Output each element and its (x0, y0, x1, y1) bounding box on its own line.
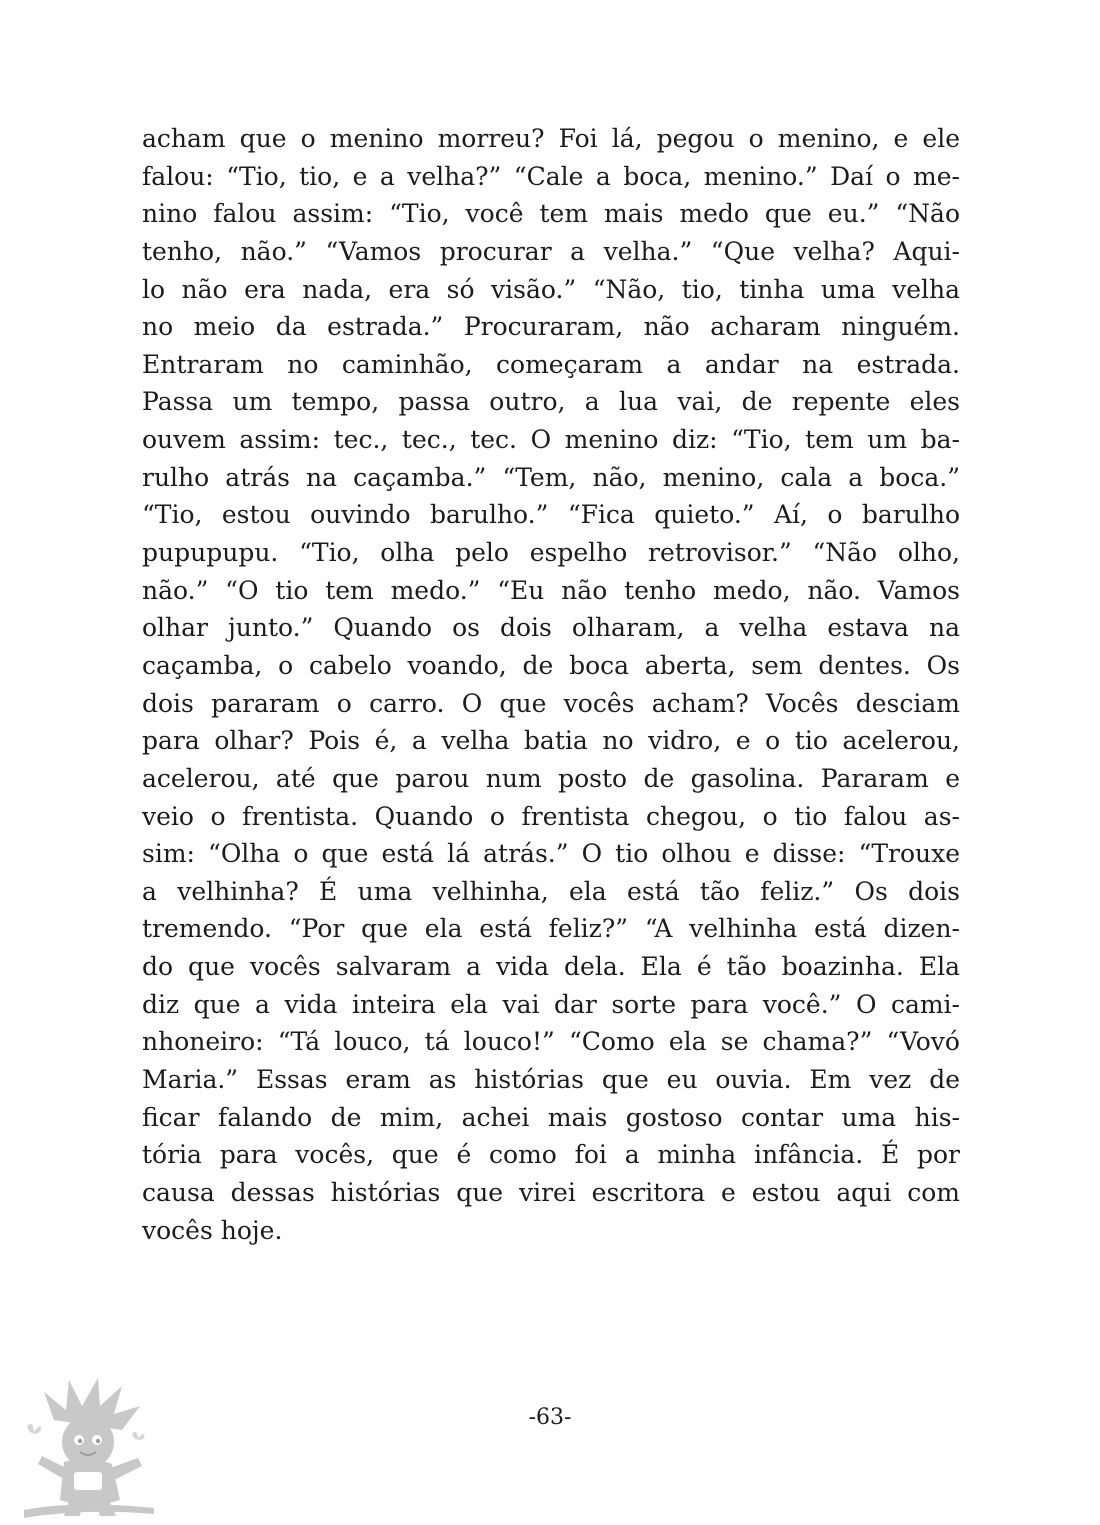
text-line: rulho atrás na caçamba.” “Tem, não, menino, cala a boca.” (142, 462, 960, 492)
text-line: tória para vocês, que é como foi a minha infância. É por (142, 1140, 960, 1170)
page-number: -63- (528, 1405, 572, 1430)
text-line: “Tio, estou ouvindo barulho.” “Fica quieto.” Aí, o barulho (142, 500, 960, 530)
text-line: no meio da estrada.” Procuraram, não acharam ninguém. (142, 312, 960, 342)
text-line: ficar falando de mim, achei mais gostoso contar uma his- (142, 1102, 960, 1132)
text-line: nino falou assim: “Tio, você tem mais medo que eu.” “Não (142, 199, 960, 229)
text-line: Passa um tempo, passa outro, a lua vai, de repente eles (142, 387, 960, 417)
text-line: ouvem assim: tec., tec., tec. O menino diz: “Tio, tem um ba- (142, 425, 960, 455)
body-text (142, 120, 960, 1249)
text-line: do que vocês salvaram a vida dela. Ela é tão boazinha. Ela (142, 952, 960, 982)
text-line: a velhinha? É uma velhinha, ela está tão feliz.” Os dois (142, 876, 960, 906)
text-line: lo não era nada, era só visão.” “Não, tio, tinha uma velha (142, 274, 960, 304)
text-line: acham que o menino morreu? Foi lá, pegou o menino, e ele (142, 124, 960, 153)
text-line: caçamba, o cabelo voando, de boca aberta, sem dentes. Os (142, 650, 960, 680)
text-line: diz que a vida inteira ela vai dar sorte para você.” O cami- (142, 989, 960, 1019)
text-line: Entraram no caminhão, começaram a andar na estrada. (142, 349, 960, 379)
cartoon-character-watermark-icon (14, 1372, 164, 1520)
text-line: olhar junto.” Quando os dois olharam, a velha estava na (142, 613, 960, 643)
text-line: tremendo. “Por que ela está feliz?” “A velhinha está dizen- (142, 914, 960, 944)
text-line: pupupupu. “Tio, olha pelo espelho retrovisor.” “Não olho, (142, 538, 960, 568)
text-line-last: vocês hoje. (142, 1215, 283, 1245)
text-line: dois pararam o carro. O que vocês acham? Vocês desciam (142, 688, 960, 718)
text-line: Maria.” Essas eram as histórias que eu ouvia. Em vez de (142, 1065, 960, 1095)
text-line: acelerou, até que parou num posto de gasolina. Pararam e (142, 763, 960, 793)
text-line: causa dessas histórias que virei escritora e estou aqui com (142, 1177, 960, 1207)
text-line: falou: “Tio, tio, e a velha?” “Cale a boca, menino.” Daí o me- (142, 161, 960, 191)
text-line: tenho, não.” “Vamos procurar a velha.” “Que velha? Aqui- (142, 236, 960, 266)
text-line: não.” “O tio tem medo.” “Eu não tenho medo, não. Vamos (142, 575, 960, 605)
text-line: para olhar? Pois é, a velha batia no vidro, e o tio acelerou, (142, 726, 960, 756)
text-line: veio o frentista. Quando o frentista chegou, o tio falou as- (142, 801, 960, 831)
text-line: sim: “Olha o que está lá atrás.” O tio olhou e disse: “Trouxe (142, 839, 960, 869)
text-line: nhoneiro: “Tá louco, tá louco!” “Como ela se chama?” “Vovó (142, 1027, 960, 1057)
